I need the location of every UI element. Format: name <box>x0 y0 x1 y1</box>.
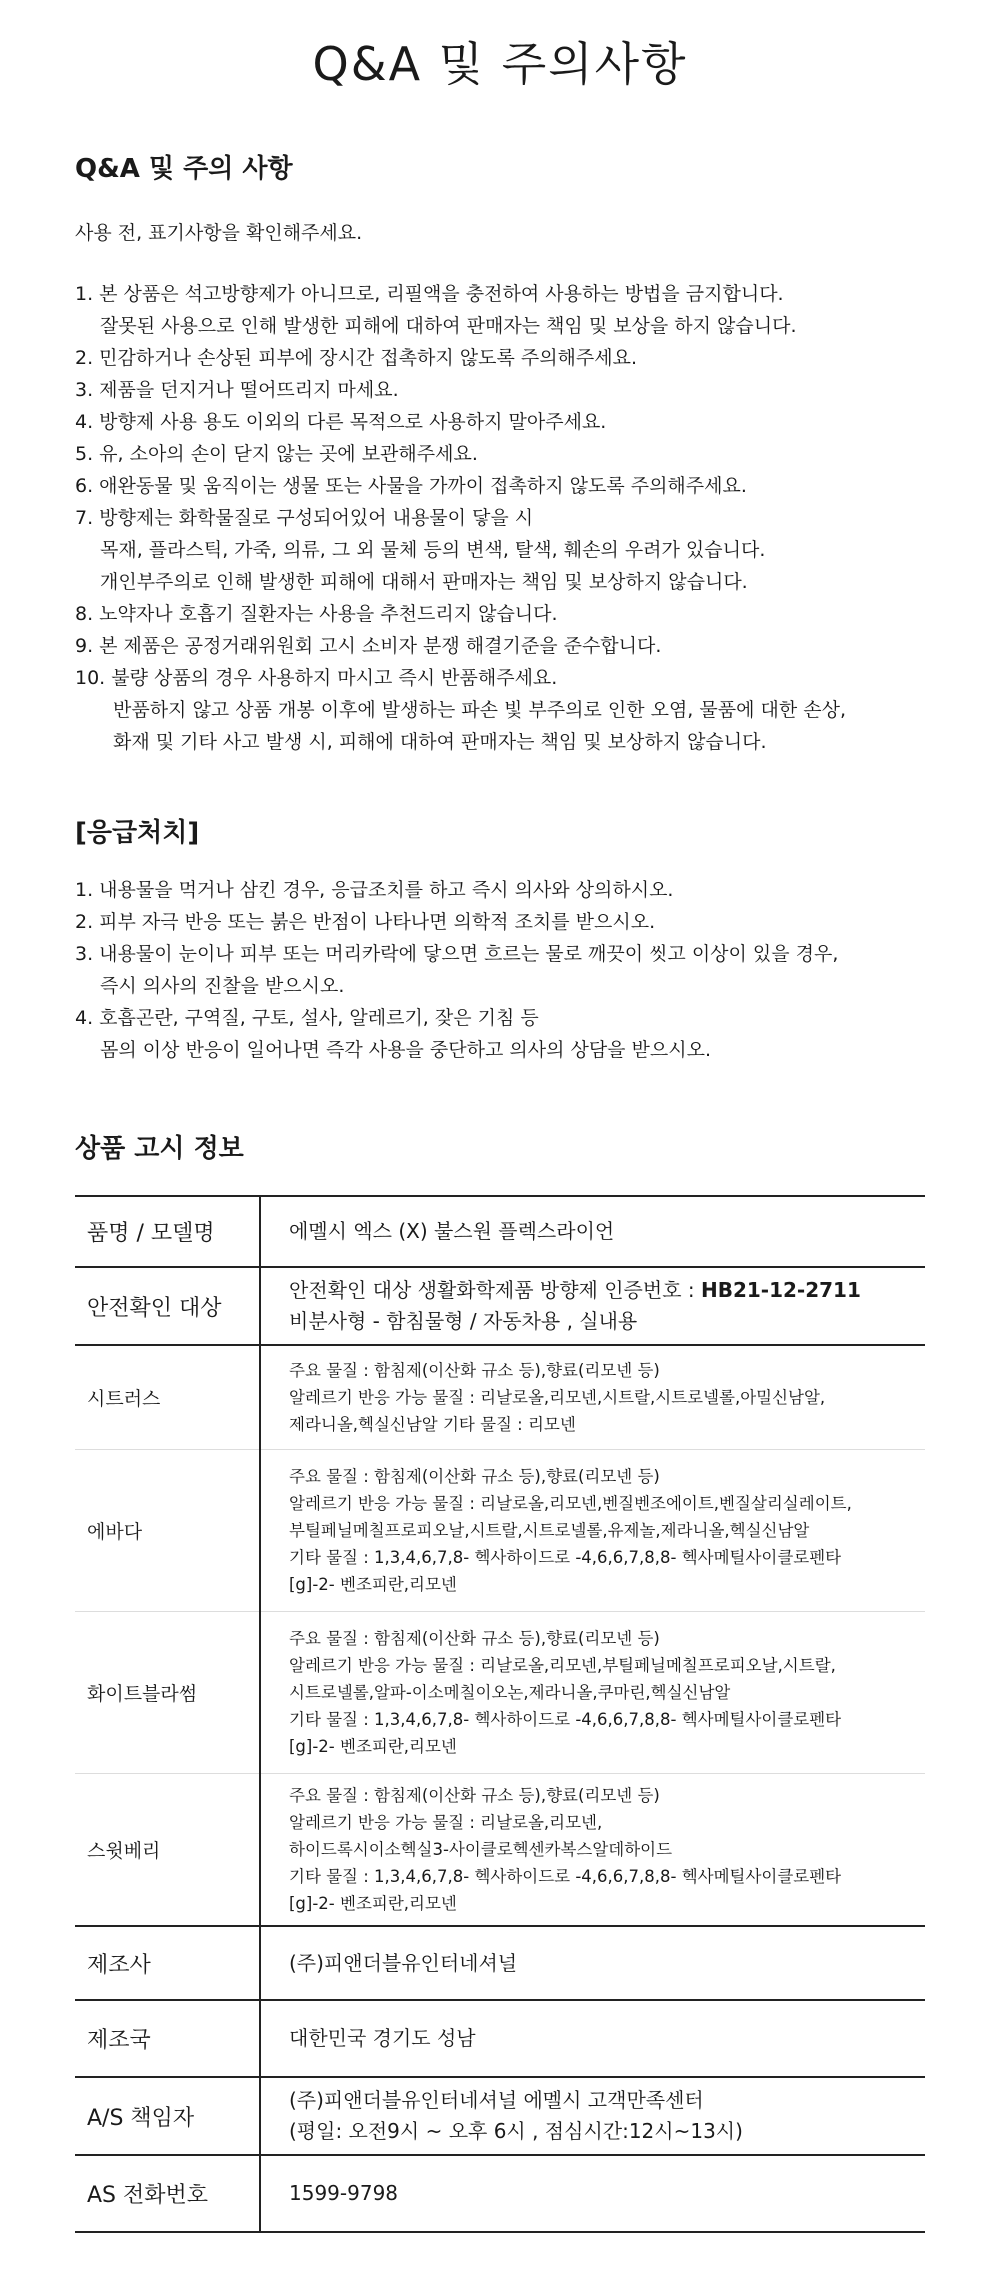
list-item: 4. 방향제 사용 용도 이외의 다른 목적으로 사용하지 말아주세요. <box>75 411 607 433</box>
table-row <box>75 1926 925 2000</box>
safety-type: 비분사형 - 함침물형 / 자동차용 , 실내용 <box>289 1309 638 1333</box>
qa-intro: 사용 전, 표기사항을 확인해주세요. <box>75 222 363 244</box>
table-row <box>75 1611 925 1773</box>
row-value: 대한민국 경기도 성남 <box>260 2000 925 2077</box>
as-center: (주)피앤더블유인터네셔널 에멜시 고객만족센터 <box>289 2088 704 2112</box>
value-line: 알레르기 반응 가능 물질 : 리날로올,리모넨,부틸페닐메칠프로피오날,시트랄, <box>289 1655 836 1675</box>
phone-number: 1599-9798 <box>260 2155 925 2232</box>
list-item: 즉시 의사의 진찰을 받으시오. <box>100 975 345 997</box>
table-row <box>75 2077 925 2155</box>
list-item: 반품하지 않고 상품 개봉 이후에 발생하는 파손 빛 부주의로 인한 오염, 물품에 대한 손상, <box>113 699 846 721</box>
list-item: 10. 불량 상품의 경우 사용하지 마시고 즉시 반품해주세요. <box>75 667 558 689</box>
list-item: 몸의 이상 반응이 일어나면 즉각 사용을 중단하고 의사의 상담을 받으시오. <box>100 1039 712 1061</box>
row-label: 시트러스 <box>75 1345 260 1449</box>
value-line: 기타 물질 : 1,3,4,6,7,8- 헥사하이드로 -4,6,6,7,8,8- 헥사메틸사이클로펜타 <box>289 1709 842 1729</box>
certification-code: HB21-12-2711 <box>700 1278 861 1302</box>
value-line: 알레르기 반응 가능 물질 : 리날로올,리모넨,시트랄,시트로넬롤,아밀신남알, <box>289 1387 826 1407</box>
table-row <box>75 1196 925 1267</box>
value-line: 알레르기 반응 가능 물질 : 리날로올,리모넨,벤질벤조에이트,벤질살리실레이트, <box>289 1493 852 1513</box>
row-label: 제조사 <box>75 1926 260 2000</box>
value-line: 주요 물질 : 함침제(이산화 규소 등),향료(리모넨 등) <box>289 1360 660 1380</box>
safety-text: 안전확인 대상 생활화학제품 방향제 인증번호 : <box>289 1278 701 1302</box>
product-info-title: 상품 고시 정보 <box>75 1134 244 1164</box>
value-line: 하이드록시이소헥실3-사이클로헥센카복스알데하이드 <box>289 1839 673 1859</box>
as-hours: (평일: 오전9시 ~ 오후 6시 , 점심시간:12시~13시) <box>289 2119 743 2143</box>
list-item: 1. 내용물을 먹거나 삼킨 경우, 응급조치를 하고 즉시 의사와 상의하시오. <box>75 879 674 901</box>
table-row <box>75 1345 925 1449</box>
value-line: 주요 물질 : 함침제(이산화 규소 등),향료(리모넨 등) <box>289 1466 660 1486</box>
list-item: 2. 피부 자극 반응 또는 붉은 반점이 나타나면 의학적 조치를 받으시오. <box>75 911 656 933</box>
list-item: 3. 내용물이 눈이나 피부 또는 머리카락에 닿으면 흐르는 물로 깨끗이 씻고 이상이 있을 경우, <box>75 943 839 965</box>
list-item: 7. 방향제는 화학물질로 구성되어있어 내용물이 닿을 시 <box>75 507 534 529</box>
list-item: 3. 제품을 던지거나 떨어뜨리지 마세요. <box>75 379 399 401</box>
value-line: [g]-2- 벤조피란,리모넨 <box>289 1893 457 1913</box>
row-label: AS 전화번호 <box>75 2155 260 2232</box>
qa-list <box>75 278 846 758</box>
table-row <box>75 1449 925 1611</box>
row-label: 안전확인 대상 <box>75 1267 260 1345</box>
row-value <box>260 1611 925 1773</box>
row-value <box>260 1773 925 1926</box>
list-item: 개인부주의로 인해 발생한 피해에 대해서 판매자는 책임 및 보상하지 않습니다. <box>100 571 748 593</box>
row-label: 스윗베리 <box>75 1773 260 1926</box>
row-label: 화이트블라썸 <box>75 1611 260 1773</box>
product-info-table <box>75 1195 925 2233</box>
value-line: 제라니올,헥실신남알 기타 물질 : 리모넨 <box>289 1414 576 1434</box>
table-row <box>75 1267 925 1345</box>
page-title: Q&A 및 주의사항 <box>312 37 688 91</box>
list-item: 잘못된 사용으로 인해 발생한 피해에 대하여 판매자는 책임 및 보상을 하지 않습니다. <box>100 315 797 337</box>
list-item: 9. 본 제품은 공정거래위원회 고시 소비자 분쟁 해결기준을 준수합니다. <box>75 635 662 657</box>
list-item: 화재 및 기타 사고 발생 시, 피해에 대하여 판매자는 책임 및 보상하지 않습니다. <box>113 731 767 753</box>
first-aid-list <box>75 874 838 1066</box>
row-value: (주)피앤더블유인터네셔널 <box>260 1926 925 2000</box>
value-line: [g]-2- 벤조피란,리모넨 <box>289 1574 457 1594</box>
table-row <box>75 1773 925 1926</box>
list-item: 목재, 플라스틱, 가죽, 의류, 그 외 물체 등의 변색, 탈색, 훼손의 우려가 있습니다. <box>100 539 766 561</box>
row-label: A/S 책임자 <box>75 2077 260 2155</box>
value-line: 알레르기 반응 가능 물질 : 리날로올,리모넨, <box>289 1812 603 1832</box>
row-label: 제조국 <box>75 2000 260 2077</box>
value-line: 시트로넬롤,알파-이소메칠이오논,제라니올,쿠마린,헥실신남알 <box>289 1682 731 1702</box>
table-row <box>75 2155 925 2232</box>
row-value: 에멜시 엑스 (X) 불스원 플렉스라이언 <box>260 1196 925 1267</box>
list-item: 8. 노약자나 호흡기 질환자는 사용을 추천드리지 않습니다. <box>75 603 558 625</box>
row-value <box>260 2077 925 2155</box>
row-value <box>260 1345 925 1449</box>
row-value <box>260 1267 925 1345</box>
row-label: 에바다 <box>75 1449 260 1611</box>
value-line: [g]-2- 벤조피란,리모넨 <box>289 1736 457 1756</box>
row-value <box>260 1449 925 1611</box>
value-line: 부틸페닐메칠프로피오날,시트랄,시트로넬롤,유제놀,제라니올,헥실신남알 <box>289 1520 810 1540</box>
list-item: 5. 유, 소아의 손이 닫지 않는 곳에 보관해주세요. <box>75 443 478 465</box>
value-line: 기타 물질 : 1,3,4,6,7,8- 헥사하이드로 -4,6,6,7,8,8- 헥사메틸사이클로펜타 <box>289 1866 842 1886</box>
first-aid-title: [응급처치] <box>75 818 200 848</box>
value-line: 주요 물질 : 함침제(이산화 규소 등),향료(리모넨 등) <box>289 1628 660 1648</box>
list-item: 6. 애완동물 및 움직이는 생물 또는 사물을 가까이 접촉하지 않도록 주의해주세요. <box>75 475 747 497</box>
value-line: 주요 물질 : 함침제(이산화 규소 등),향료(리모넨 등) <box>289 1785 660 1805</box>
list-item: 4. 호흡곤란, 구역질, 구토, 설사, 알레르기, 잦은 기침 등 <box>75 1007 539 1029</box>
row-label: 품명 / 모델명 <box>75 1196 260 1267</box>
list-item: 2. 민감하거나 손상된 피부에 장시간 접촉하지 않도록 주의해주세요. <box>75 347 638 369</box>
value-line: 기타 물질 : 1,3,4,6,7,8- 헥사하이드로 -4,6,6,7,8,8- 헥사메틸사이클로펜타 <box>289 1547 842 1567</box>
table-row <box>75 2000 925 2077</box>
list-item: 1. 본 상품은 석고방향제가 아니므로, 리필액을 충전하여 사용하는 방법을 금지합니다. <box>75 283 784 305</box>
qa-title: Q&A 및 주의 사항 <box>75 154 293 184</box>
